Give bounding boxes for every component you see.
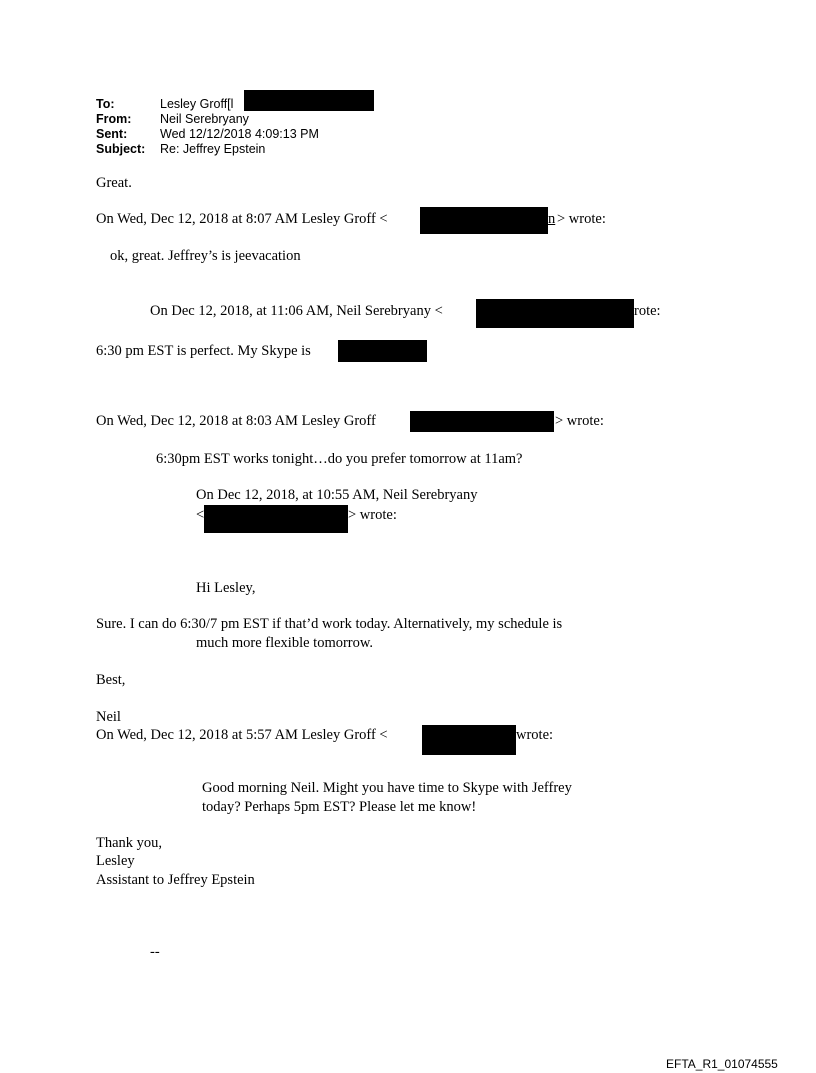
quote-header-4-end: > wrote:: [348, 507, 397, 523]
to-label: To:: [96, 97, 115, 111]
body-line-best: Best,: [96, 672, 126, 688]
body-line-neil: Neil: [96, 709, 121, 725]
body-line-skype: 6:30 pm EST is perfect. My Skype is: [96, 343, 311, 359]
redaction-box: [338, 340, 427, 362]
sent-label: Sent:: [96, 127, 128, 141]
header-sent-row: [96, 126, 396, 142]
body-line-works: 6:30pm EST works tonight…do you prefer tomorrow at 11am?: [156, 451, 523, 467]
body-line-sure-1: Sure. I can do 6:30/7 pm EST if that’d work today. Alternatively, my schedule is: [96, 616, 563, 632]
body-line-morning-1: Good morning Neil. Might you have time to Skype with Jeffrey: [202, 780, 572, 796]
from-label: From:: [96, 112, 132, 126]
redaction-box: [420, 207, 548, 234]
body-line-thanks: Thank you,: [96, 835, 163, 851]
document-id: EFTA_R1_01074555: [666, 1057, 778, 1071]
subject-value: Re: Jeffrey Epstein: [160, 142, 266, 156]
body-line-great: Great.: [96, 175, 132, 191]
header-subject-row: [96, 141, 396, 157]
sent-value: Wed 12/12/2018 4:09:13 PM: [160, 127, 319, 141]
body-line-lesley: Lesley: [96, 853, 135, 869]
header-from-row: [96, 111, 396, 127]
signature-separator: --: [150, 944, 160, 960]
from-value: Neil Serebryany: [160, 112, 249, 126]
quote-header-3-start: On Wed, Dec 12, 2018 at 8:03 AM Lesley Groff: [96, 413, 376, 429]
body-line-sure-2: much more flexible tomorrow.: [196, 635, 374, 651]
body-line-hi: Hi Lesley,: [196, 580, 256, 596]
body-line-morning-2: today? Perhaps 5pm EST? Please let me know!: [202, 799, 477, 815]
quote-header-4-line1: On Dec 12, 2018, at 10:55 AM, Neil Serebryany: [196, 487, 478, 503]
subject-label: Subject:: [96, 142, 146, 156]
redaction-box: [476, 299, 634, 328]
quote-header-5-end: wrote:: [516, 727, 554, 743]
to-value: Lesley Groff[l: [160, 97, 234, 111]
quote-header-2-end: rote:: [634, 303, 661, 319]
redaction-box: [422, 725, 516, 755]
quote-header-3-end: > wrote:: [555, 413, 604, 429]
body-line-assistant: Assistant to Jeffrey Epstein: [96, 872, 255, 888]
quote-header-2-start: On Dec 12, 2018, at 11:06 AM, Neil Serebryany <: [150, 303, 443, 319]
redaction-box: [204, 505, 348, 533]
quote-header-1-end: > wrote:: [557, 211, 606, 227]
quote-header-1-fragment: n: [548, 211, 556, 227]
quote-header-1-start: On Wed, Dec 12, 2018 at 8:07 AM Lesley Groff <: [96, 211, 388, 227]
redaction-box: [410, 411, 554, 432]
body-line-ok: ok, great. Jeffrey’s is jeevacation: [110, 248, 301, 264]
redaction-box: [244, 90, 374, 111]
quote-header-4-lt: <: [196, 507, 205, 523]
quote-header-5-start: On Wed, Dec 12, 2018 at 5:57 AM Lesley Groff <: [96, 727, 388, 743]
